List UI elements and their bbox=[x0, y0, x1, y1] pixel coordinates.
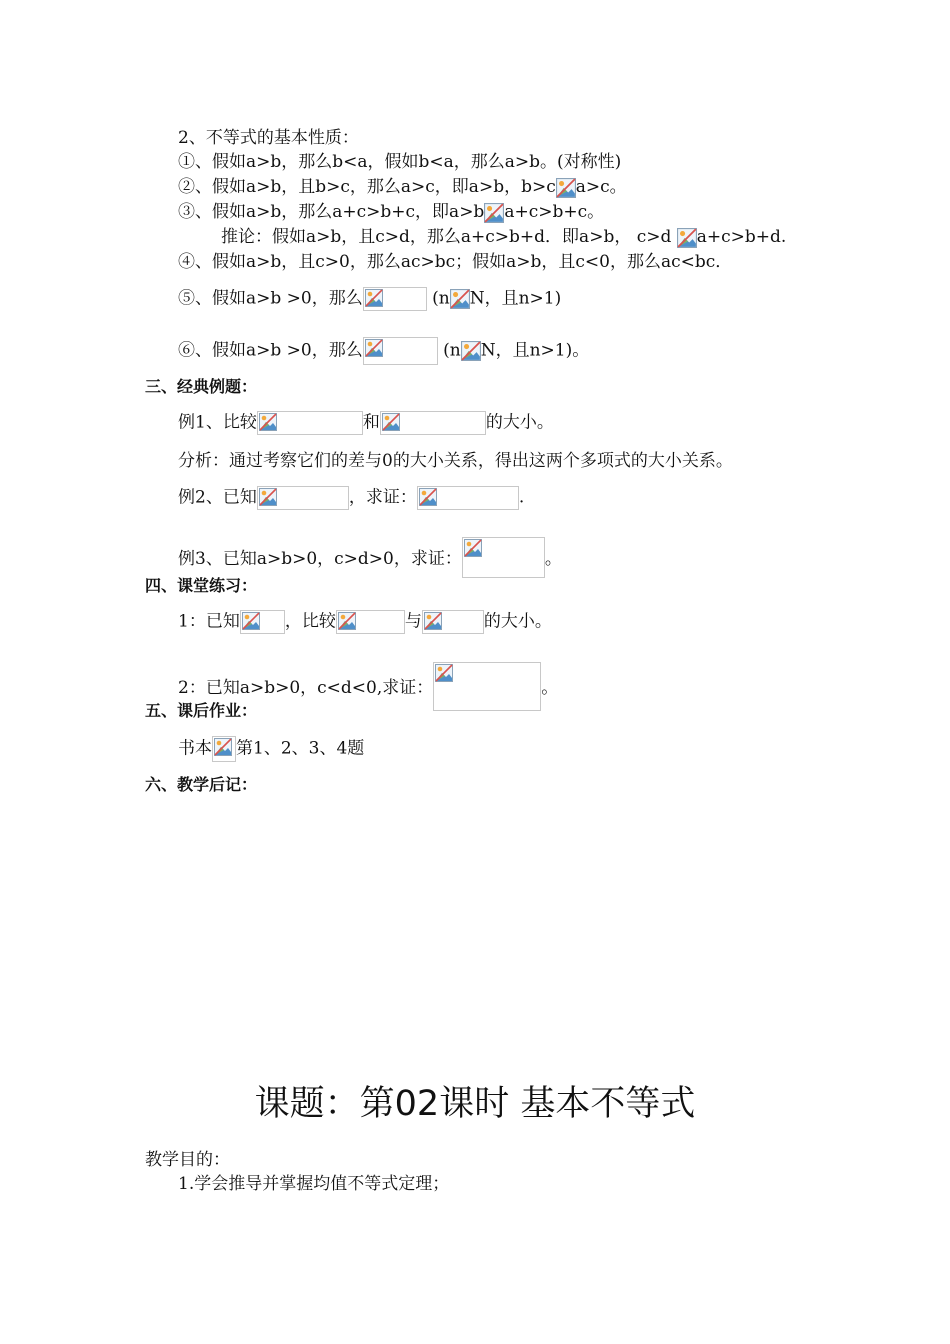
example-2: 例2、已知 ，求证： . bbox=[178, 486, 524, 510]
property-3: ③、假如a>b，那么a+c>b+c，即a>b a+c>b+c。 bbox=[178, 202, 605, 222]
example-3: 例3、已知a>b>0，c>d>0，求证： 。 bbox=[178, 537, 562, 578]
section5-heading: 五、课后作业： bbox=[145, 701, 258, 720]
broken-image-icon bbox=[556, 178, 576, 198]
formula-image bbox=[336, 610, 405, 634]
formula-image bbox=[433, 662, 541, 711]
corollary: 推论：假如a>b，且c>d，那么a+c>b+d．即a>b， c>d a+c>b+d. bbox=[221, 227, 787, 247]
formula-image bbox=[363, 337, 438, 365]
section3-heading: 三、经典例题： bbox=[145, 377, 258, 396]
property-1: ①、假如a>b，那么b<a，假如b<a，那么a>b。(对称性) bbox=[178, 152, 622, 172]
property-2: ②、假如a>b，且b>c，那么a>c，即a>b，b>c a>c。 bbox=[178, 177, 627, 197]
broken-image-icon bbox=[461, 341, 481, 361]
goal-1: 1.学会推导并掌握均值不等式定理； bbox=[178, 1174, 450, 1194]
formula-image bbox=[380, 411, 486, 435]
formula-image bbox=[363, 287, 427, 311]
formula-image bbox=[422, 610, 484, 634]
exercise-2: 2：已知a>b>0，c<d<0,求证： 。 bbox=[178, 662, 558, 711]
broken-image-icon bbox=[450, 289, 470, 309]
formula-image bbox=[257, 411, 363, 435]
exercise-1: 1：已知 ，比较 与 的大小。 bbox=[178, 610, 552, 634]
property-6: ⑥、假如a>b >0，那么 (n N，且n>1)。 bbox=[178, 337, 589, 365]
section6-heading: 六、教学后记： bbox=[145, 775, 258, 794]
property-4: ④、假如a>b，且c>0，那么ac>bc；假如a>b，且c<0，那么ac<bc． bbox=[178, 252, 733, 272]
section4-heading: 四、课堂练习： bbox=[145, 576, 258, 595]
goals-label: 教学目的： bbox=[145, 1150, 230, 1170]
property-5: ⑤、假如a>b >0，那么 (n N，且n>1) bbox=[178, 287, 561, 311]
homework: 书本 第1、2、3、4题 bbox=[178, 736, 364, 762]
formula-image bbox=[212, 736, 236, 762]
formula-image bbox=[462, 537, 545, 578]
broken-image-icon bbox=[677, 228, 697, 248]
lesson-title: 课题：第02课时 基本不等式 bbox=[254, 1084, 696, 1124]
formula-image bbox=[257, 486, 349, 510]
analysis: 分析：通过考察它们的差与0的大小关系，得出这两个多项式的大小关系。 bbox=[178, 451, 733, 471]
broken-image-icon bbox=[484, 203, 504, 223]
section2-heading: 2、不等式的基本性质： bbox=[178, 128, 359, 148]
example-1: 例1、比较 和 的大小。 bbox=[178, 411, 554, 435]
formula-image bbox=[240, 610, 285, 634]
formula-image bbox=[417, 486, 519, 510]
